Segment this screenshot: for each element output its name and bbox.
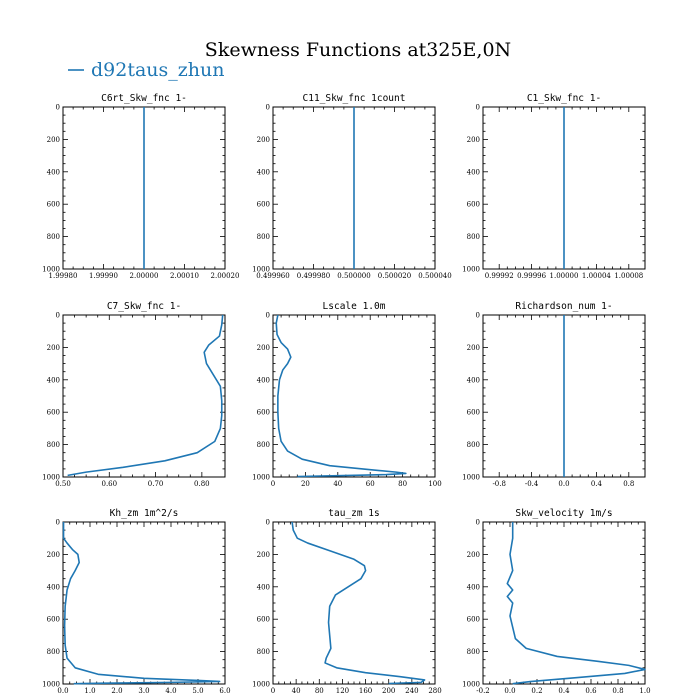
x-tick-label: 160 — [358, 687, 373, 695]
x-tick-label: 0.4 — [558, 687, 570, 695]
y-tick-label: 1000 — [42, 265, 60, 274]
series-line — [292, 522, 425, 684]
plot-frame — [483, 522, 645, 684]
y-tick-label: 600 — [466, 200, 480, 209]
panel-title: C7_Skw_fnc 1- — [106, 301, 182, 312]
y-tick-label: 200 — [466, 135, 480, 144]
y-tick-label: 0 — [475, 311, 480, 320]
x-tick-label: 2.00020 — [210, 272, 240, 280]
y-tick-label: 800 — [46, 648, 60, 657]
x-tick-label: 40 — [291, 687, 301, 695]
y-tick-label: 1000 — [462, 265, 480, 274]
x-tick-label: -0.8 — [492, 480, 506, 488]
x-tick-label: 0.499980 — [296, 272, 331, 280]
y-tick-label: 0 — [475, 103, 480, 112]
x-tick-label: 0.500020 — [377, 272, 412, 280]
x-tick-label: 1.00000 — [549, 272, 579, 280]
x-tick-label: 6.0 — [219, 687, 231, 695]
x-tick-label: 0.0 — [558, 480, 570, 488]
y-tick-label: 600 — [46, 200, 60, 209]
panel-title: Kh_zm 1m^2/s — [109, 508, 179, 519]
plot-frame — [63, 522, 225, 684]
panel-1 — [42, 93, 239, 280]
x-tick-label: 60 — [365, 480, 375, 488]
series-line — [507, 522, 645, 684]
y-tick-label: 200 — [46, 135, 60, 144]
plot-frame — [273, 315, 435, 477]
x-tick-label: 0.0 — [504, 687, 516, 695]
x-tick-label: 40 — [333, 480, 343, 488]
x-tick-label: 0.60 — [101, 480, 118, 488]
y-tick-label: 1000 — [252, 473, 270, 482]
x-tick-label: 3.0 — [138, 687, 150, 695]
x-tick-label: 1.00008 — [614, 272, 644, 280]
y-tick-label: 0 — [55, 518, 60, 527]
panel-4 — [42, 301, 225, 488]
x-tick-label: 100 — [428, 480, 442, 488]
y-tick-label: 400 — [46, 168, 60, 177]
y-tick-label: 1000 — [462, 473, 480, 482]
y-tick-label: 800 — [256, 233, 270, 242]
x-tick-label: 0.99992 — [484, 272, 514, 280]
y-tick-label: 600 — [466, 408, 480, 417]
y-tick-label: 600 — [256, 615, 270, 624]
panel-title: C11_Skw_fnc 1count — [302, 93, 406, 104]
x-tick-label: -0.4 — [524, 480, 539, 488]
y-tick-label: 200 — [46, 343, 60, 352]
x-tick-label: 80 — [398, 480, 408, 488]
legend-label: d92taus_zhun — [91, 59, 225, 81]
y-tick-label: 400 — [256, 168, 270, 177]
y-tick-label: 1000 — [42, 680, 60, 689]
y-tick-label: 200 — [46, 550, 60, 559]
y-tick-label: 200 — [256, 135, 270, 144]
y-tick-label: 600 — [46, 615, 60, 624]
y-tick-label: 600 — [466, 615, 480, 624]
x-tick-label: 0.50 — [55, 480, 71, 488]
y-tick-label: 600 — [256, 200, 270, 209]
y-tick-label: 0 — [475, 518, 480, 527]
y-tick-label: 600 — [46, 408, 60, 417]
y-tick-label: 1000 — [252, 680, 270, 689]
y-tick-label: 0 — [265, 311, 270, 320]
x-tick-label: 1.99990 — [89, 272, 118, 280]
panel-9 — [462, 508, 650, 695]
y-tick-label: 800 — [256, 648, 270, 657]
y-tick-label: 800 — [466, 441, 480, 450]
y-tick-label: 800 — [46, 233, 60, 242]
panel-title: C6rt_Skw_fnc 1- — [101, 93, 187, 104]
x-tick-label: 0.99996 — [517, 272, 547, 280]
x-tick-label: 0.70 — [147, 480, 164, 488]
x-tick-label: 200 — [382, 687, 396, 695]
x-tick-label: 0 — [270, 480, 276, 488]
x-tick-label: 1.00004 — [581, 272, 611, 280]
y-tick-label: 400 — [466, 168, 480, 177]
x-tick-label: 2.00010 — [170, 272, 199, 280]
panels-grid — [42, 93, 650, 695]
x-tick-label: 2.0 — [111, 687, 123, 695]
x-tick-label: 0.4 — [590, 480, 602, 488]
panel-7 — [42, 508, 230, 695]
y-tick-label: 800 — [46, 441, 60, 450]
panel-title: Lscale 1.0m — [322, 301, 386, 312]
x-tick-label: 2.00000 — [129, 272, 159, 280]
y-tick-label: 800 — [466, 648, 480, 657]
x-tick-label: 280 — [428, 687, 442, 695]
panel-6 — [462, 301, 645, 488]
y-tick-label: 200 — [466, 550, 480, 559]
y-tick-label: 0 — [265, 518, 270, 527]
x-tick-label: 0.80 — [194, 480, 210, 488]
x-tick-label: 120 — [335, 687, 350, 695]
panel-3 — [462, 93, 645, 280]
x-tick-label: 1.0 — [84, 687, 96, 695]
x-tick-label: 80 — [314, 687, 324, 695]
legend — [68, 59, 225, 81]
y-tick-label: 400 — [256, 376, 270, 385]
panel-title: C1_Skw_fnc 1- — [526, 93, 602, 104]
y-tick-label: 200 — [466, 343, 480, 352]
y-tick-label: 200 — [256, 550, 270, 559]
x-tick-label: 0.0 — [57, 687, 69, 695]
panel-8 — [252, 508, 442, 695]
x-tick-label: 20 — [300, 480, 310, 488]
x-tick-label: 0.500040 — [418, 272, 452, 280]
x-tick-label: 0 — [270, 687, 276, 695]
y-tick-label: 600 — [256, 408, 270, 417]
y-tick-label: 400 — [46, 376, 60, 385]
panel-2 — [252, 93, 452, 280]
y-tick-label: 800 — [466, 233, 480, 242]
y-tick-label: 400 — [466, 583, 480, 592]
plot-frame — [273, 522, 435, 684]
y-tick-label: 1000 — [252, 265, 270, 274]
y-tick-label: 0 — [55, 311, 60, 320]
x-tick-label: 0.500000 — [337, 272, 371, 280]
panel-title: Richardson_num 1- — [515, 301, 613, 312]
panel-title: Skw_velocity 1m/s — [515, 508, 613, 519]
plot-frame — [63, 315, 225, 477]
x-tick-label: 240 — [405, 687, 419, 695]
x-tick-label: 1.0 — [639, 687, 651, 695]
y-tick-label: 200 — [256, 343, 270, 352]
y-tick-label: 0 — [265, 103, 270, 112]
y-tick-label: 400 — [466, 376, 480, 385]
x-tick-label: 0.8 — [623, 480, 635, 488]
y-tick-label: 400 — [256, 583, 270, 592]
x-tick-label: 0.8 — [612, 687, 624, 695]
x-tick-label: 1.99980 — [48, 272, 78, 280]
y-tick-label: 1000 — [462, 680, 480, 689]
panel-5 — [252, 301, 442, 488]
x-tick-label: 5.0 — [192, 687, 204, 695]
series-line — [276, 315, 406, 477]
x-tick-label: 4.0 — [165, 687, 177, 695]
y-tick-label: 1000 — [42, 473, 60, 482]
y-tick-label: 800 — [256, 441, 270, 450]
series-line — [64, 522, 220, 684]
series-line — [68, 315, 223, 475]
x-tick-label: 0.2 — [531, 687, 543, 695]
x-tick-label: 0.499960 — [256, 272, 290, 280]
figure-title: Skewness Functions at325E,0N — [204, 39, 512, 61]
y-tick-label: 0 — [55, 103, 60, 112]
y-tick-label: 400 — [46, 583, 60, 592]
x-tick-label: -0.2 — [476, 687, 490, 695]
panel-title: tau_zm 1s — [328, 508, 380, 519]
x-tick-label: 0.6 — [585, 687, 597, 695]
